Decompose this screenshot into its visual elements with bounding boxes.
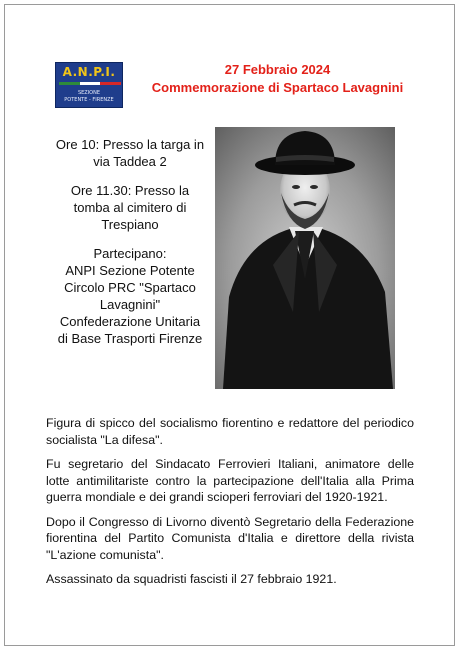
bio-paragraph-4: Assassinato da squadristi fascisti il 27 febbraio 1921. [46, 572, 337, 586]
logo-name: A.N.P.I. [62, 65, 116, 79]
bio-paragraph-1: Figura di spicco del socialismo fiorentino e redattore del periodico socialista "La difesa". [46, 416, 414, 447]
logo-sub-section: SEZIONE [77, 90, 101, 96]
bio-paragraph-2: Fu segretario del Sindacato Ferrovieri Italiani, animatore delle lotte antimilitariste contro la partecipazione dell'Italia alla Prima guerra mondiale e dei grandi scioperi ferroviari del 1920-1921. [46, 457, 414, 504]
schedule-item-morning: Ore 10: Presso la targa in via Taddea 2 [55, 137, 205, 169]
event-title: Commemorazione di Spartaco Lavagnini [151, 80, 404, 95]
biography [46, 415, 414, 596]
event-date: 27 Febbraio 2024 [224, 62, 331, 77]
italian-flag-stripe [59, 82, 121, 85]
anpi-logo [55, 62, 123, 108]
portrait-photo [215, 127, 395, 389]
bio-paragraph-3: Dopo il Congresso di Livorno diventò Segretario della Federazione fiorentina del Partito Comunista d'Italia e direttore della rivista "L'azione comunista". [46, 514, 414, 562]
schedule-item-late-morning: Ore 11.30: Presso la tomba al cimitero di Trespiano [70, 183, 190, 232]
schedule-block [46, 136, 214, 359]
logo-sub-city: POTENTE - FIRENZE [64, 97, 114, 103]
portrait-illustration [215, 127, 395, 389]
participants-list: Partecipano: ANPI Sezione Potente Circolo PRC "Spartaco Lavagnini" Confederazione Unitaria di Base Trasporti Firenze [57, 246, 203, 346]
